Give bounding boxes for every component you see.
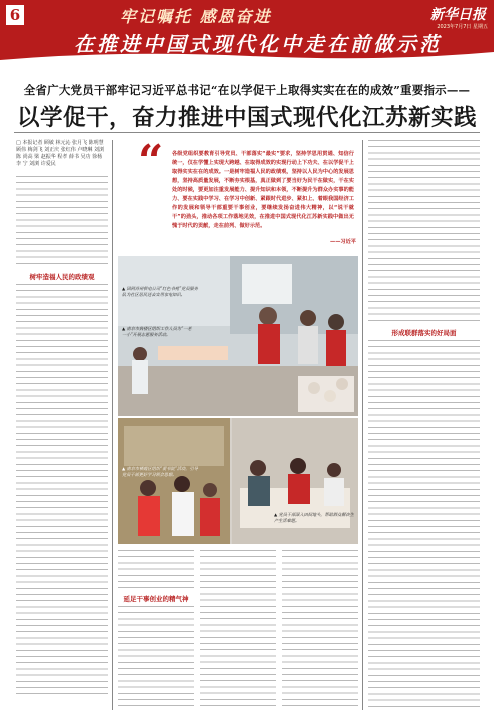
quote-text: 各级党组织要教育引导党员、干部落实“最实”要求，坚持学思用贯通、知信行统一，仅在学懂上实现大跨越、在取得成效的实现行动上下功夫、在以学促干上取得实实在在的成效。一是树牢造福人民的政绩观，坚持以人民为中心的发展思想，坚持高质量发展，不断夯实根基，真正做到了要当好为民干在做实，干在实处的时候，要更加注重发展能力、提升知识和本领，不断提升为群众办实事的能力、要在实践中学习、在学习中创新、紧跟时代进步、紧扣上、着眼我国经济工作的发展和领导干部重要干事创业，要继续发扬奋进伟大精神，以“说干就干”的劲头，推动各项工作落地见效，在推进中国式现代化江苏新实践中做出无愧于时代的贡献，走在前列、做好示范。 bbox=[172, 151, 354, 229]
body-text-right-1 bbox=[368, 140, 480, 322]
body-text-right-2 bbox=[368, 340, 480, 710]
column-divider-left bbox=[112, 140, 113, 710]
photo-caption-4: ▲ 党员干部深入田间地头，帮助群众解决生产生活难题。 bbox=[274, 512, 354, 523]
masthead-banner bbox=[0, 0, 494, 60]
banner-slogan-main: 在推进中国式现代化中走在前做示范 bbox=[74, 32, 442, 56]
banner-wave-decoration bbox=[0, 50, 494, 60]
photo-collage-bottom bbox=[118, 418, 358, 544]
body-text-mid-4 bbox=[282, 550, 358, 710]
body-text-left-2 bbox=[16, 284, 108, 694]
body-text-mid-1 bbox=[118, 550, 194, 590]
photo-study-session bbox=[118, 418, 358, 544]
photo-caption-1: ▲ 国网苏州供电公司“红色书苑”党员服务队为社区居民送去实用家电知识。 bbox=[122, 286, 198, 297]
page-number: 6 bbox=[6, 5, 24, 25]
photo-caption-2: ▲ 南京市鼓楼区组织工作人员为“一老一小”开展志愿服务活动。 bbox=[122, 326, 192, 337]
section-heading-bottom: 延足干事创业的精气神 bbox=[123, 595, 189, 603]
body-text-mid-3 bbox=[200, 550, 276, 710]
body-text-left-1 bbox=[16, 176, 108, 266]
article-subhead: 全省广大党员干部牢记习近平总书记“在以学促干上取得实实在在的成效”重要指示—— bbox=[23, 83, 471, 97]
quote-attribution: ——习近平 bbox=[330, 239, 356, 245]
column-divider-right bbox=[362, 140, 363, 710]
quote-box bbox=[138, 136, 356, 248]
section-heading-right: 形成联群落实的好局面 bbox=[391, 329, 457, 337]
dateline: 2023年7月7日 星期五 bbox=[437, 24, 488, 30]
article-headline: 以学促干，奋力推进中国式现代化江苏新实践 bbox=[16, 105, 477, 131]
quote-mark-icon: “ bbox=[138, 136, 164, 187]
photo-collage-top bbox=[118, 256, 358, 416]
newspaper-logo: 新华日报 bbox=[430, 7, 486, 23]
headline-divider bbox=[14, 132, 480, 133]
body-text-mid-2 bbox=[118, 606, 194, 710]
section-heading-left: 树牢造福人民的政绩观 bbox=[29, 273, 95, 281]
article-byline: □ 本报记者 顾敏 林元沁 张月飞 陈明慧 顾伟 梅剑飞 刘正庆 张红伟 卢晓琳 刘浏 陈 尚高 梁 赵振华 程孝 薛书 吴功 徐杨 李 宁 刘浏 许爱民 bbox=[16, 140, 104, 167]
photo-caption-3: ▲ 南京市栖霞区组织“爱书院”活动，引导党员干部更好学习领会思想。 bbox=[122, 466, 198, 477]
banner-slogan-top: 牢记嘱托 感恩奋进 bbox=[120, 7, 272, 26]
